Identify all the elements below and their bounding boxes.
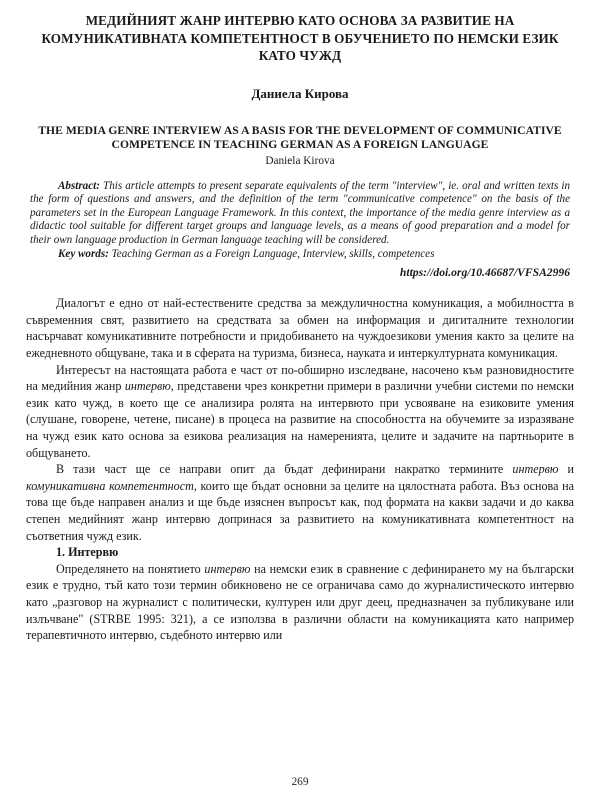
keywords-text: Teaching German as a Foreign Language, Interview, skills, competences [111, 247, 435, 260]
term-interview-italic-2: интервю [512, 462, 559, 477]
abstract-section [30, 180, 570, 282]
section-heading-1: 1. Интервю [56, 545, 119, 560]
article-body [26, 295, 574, 643]
body-paragraph-1: Диалогът е едно от най-естествените средства за междуличностна комуникация, а мобилността в съвременния свят, развитието на средствата за обмен на информация и дигиталните технологии насърчават комуникативните потребности и придобиването на чуждоезикови умения както за целите на ежедневното общуване, така и в сферата на туризма, бизнеса, науката и интеркултурната комуникация. [26, 296, 574, 361]
term-communicative-competence-italic: комуникативна компетентност [26, 478, 194, 493]
page-title-bulgarian: МЕДИЙНИЯТ ЖАНР ИНТЕРВЮ КАТО ОСНОВА ЗА РАЗВИТИЕ НА КОМУНИКАТИВНАТА КОМПЕТЕНТНОСТ В ОБУЧЕНИЕТО ПО НЕМСКИ ЕЗИК КАТО ЧУЖД [41, 13, 559, 63]
body-paragraph-3-text-b: и [558, 462, 575, 477]
body-paragraph-2-text-a: Интересът на настоящата работа е част от по-обширно изследване, насочено към разновидностите на медийния жанр [26, 362, 574, 394]
abstract-paragraph [30, 180, 570, 248]
page-title-english: THE MEDIA GENRE INTERVIEW AS A BASIS FOR THE DEVELOPMENT OF COMMUNICATIVE COMPETENCE IN TEACHING GERMAN AS A FOREIGN LANGUAGE [38, 123, 562, 152]
body-paragraph-3-text-a: В тази част ще се направи опит да бъдат дефинирани накратко термините [56, 462, 513, 477]
author-name-english: Daniela Kirova [265, 154, 335, 167]
abstract-label: Abstract: [58, 179, 100, 192]
abstract-text: This article attempts to present separate equivalents of the term "interview", ie. oral and written texts in the form of questions and answers, and the definition of the term "communicative competence" on the basis of the parameters set in the European Language Framework. In this context, the importance of the media genre interview as a didactic tool suitable for different target groups and language levels, as a means of good preparation and a model for their own language production in German language teaching will be considered. [30, 179, 571, 247]
body-paragraph-3 [26, 461, 574, 544]
term-interview-italic-3: интервю [204, 561, 251, 576]
section-1-text-b: на немски език в сравнение с дефинирането му на български език е трудно, тъй като този термин обикновено не се ограничава само до журналистическото интервю като „разговор на журналист с политически, културен или друг деец, предназначен за публикуване или излъчване" (STRBE 1995: 321), а се използва в различни области на комуникацията като например терапевтичното интервю, съдебното интервю или [26, 561, 574, 643]
term-interview-italic-1: интервю [124, 379, 171, 394]
doi-link[interactable]: https://doi.org/10.46687/VFSA2996 [399, 266, 570, 280]
body-paragraph-2 [26, 362, 574, 462]
body-paragraph-2-text-b: , представени чрез конкретни примери в различни учебни системи по немски език като чужд, в което ще се анализира ролята на интервюто при усвояване на езиковите умения (слушане, говорене, четене, писане) в процеса на развитие на способността на обучемите за изразяване на чужд език като основа за езикова реализация на намеренията, целите и задачите на партньорите в общуването. [26, 379, 574, 460]
section-1-text-a: Определянето на понятието [56, 561, 205, 576]
keywords-paragraph [30, 248, 570, 262]
body-paragraph-3-text-c: , които ще бъдат основни за целите на цялостната работа. Въз основа на това ще бъде направен анализ и ще бъде изяснен въпросът как, под формата на какви задачи и до каква степен медийният жанр интервю допринася за развитието на комуникативната компетентност на съответния чужд език. [26, 478, 574, 543]
keywords-label: Key words: [58, 247, 109, 260]
page-number: 269 [291, 776, 309, 788]
section-1-paragraph [26, 561, 574, 644]
author-name-bulgarian: Даниела Кирова [251, 85, 349, 101]
